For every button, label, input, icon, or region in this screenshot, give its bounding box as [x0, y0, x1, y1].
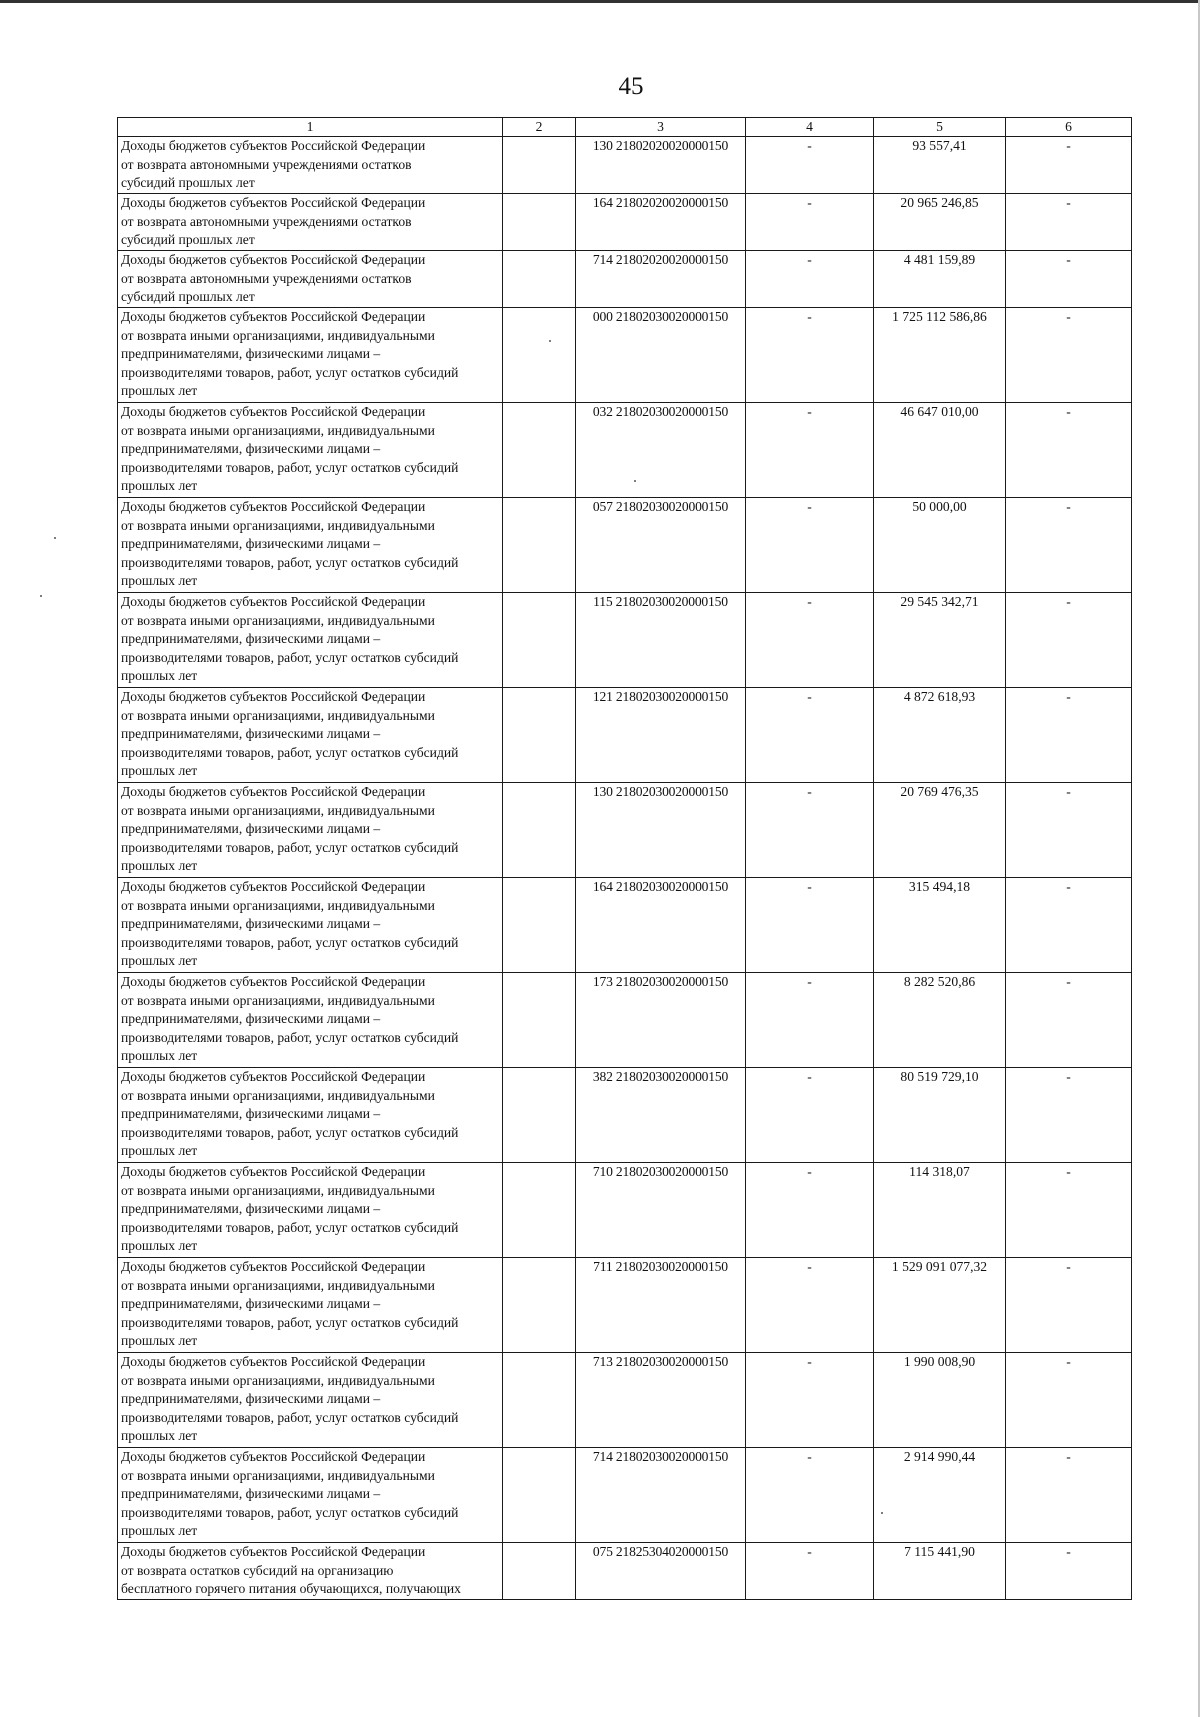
column-header-3: 3: [576, 118, 746, 137]
row-col2: [503, 194, 576, 251]
row-code: 710 21802030020000150: [576, 1163, 746, 1258]
table-row: [118, 1353, 1132, 1448]
table-row: [118, 251, 1132, 308]
row-col4: -: [746, 783, 874, 878]
row-code: 714 21802030020000150: [576, 1448, 746, 1543]
row-col2: [503, 1068, 576, 1163]
row-description: Доходы бюджетов субъектов Российской Федерации от возврата автономными учреждениями остатков субсидий прошлых лет: [118, 137, 503, 194]
table-row: [118, 593, 1132, 688]
row-col4: -: [746, 1068, 874, 1163]
revenue-table: [117, 117, 1132, 1600]
table-header-row: [118, 118, 1132, 137]
row-amount: 93 557,41: [874, 137, 1006, 194]
row-col2: [503, 251, 576, 308]
row-code: 713 21802030020000150: [576, 1353, 746, 1448]
row-amount: 20 769 476,35: [874, 783, 1006, 878]
row-col4: -: [746, 1163, 874, 1258]
row-amount: 2 914 990,44: [874, 1448, 1006, 1543]
row-col6: -: [1006, 1258, 1132, 1353]
row-amount: 1 990 008,90: [874, 1353, 1006, 1448]
row-code: 121 21802030020000150: [576, 688, 746, 783]
table-row: [118, 878, 1132, 973]
row-description: Доходы бюджетов субъектов Российской Федерации от возврата иными организациями, индивидуальными предпринимателями, физическими лицами – производителями товаров, работ, услуг остатков субсидий прошлых лет: [118, 308, 503, 403]
table-row: [118, 783, 1132, 878]
row-col2: [503, 1448, 576, 1543]
row-amount: 114 318,07: [874, 1163, 1006, 1258]
page-top-border: [0, 0, 1200, 3]
row-description: Доходы бюджетов субъектов Российской Федерации от возврата иными организациями, индивидуальными предпринимателями, физическими лицами – производителями товаров, работ, услуг остатков субсидий прошлых лет: [118, 498, 503, 593]
row-col6: -: [1006, 1543, 1132, 1600]
row-col4: -: [746, 973, 874, 1068]
row-amount: 315 494,18: [874, 878, 1006, 973]
row-col2: [503, 403, 576, 498]
row-col2: [503, 137, 576, 194]
column-header-4: 4: [746, 118, 874, 137]
row-col2: [503, 593, 576, 688]
column-header-2: 2: [503, 118, 576, 137]
row-description: Доходы бюджетов субъектов Российской Федерации от возврата иными организациями, индивидуальными предпринимателями, физическими лицами – производителями товаров, работ, услуг остатков субсидий прошлых лет: [118, 973, 503, 1068]
row-col4: -: [746, 688, 874, 783]
row-code: 075 21825304020000150: [576, 1543, 746, 1600]
row-col2: [503, 878, 576, 973]
row-code: 032 21802030020000150: [576, 403, 746, 498]
row-col6: -: [1006, 137, 1132, 194]
row-description: Доходы бюджетов субъектов Российской Федерации от возврата автономными учреждениями остатков субсидий прошлых лет: [118, 251, 503, 308]
row-col4: -: [746, 1448, 874, 1543]
row-description: Доходы бюджетов субъектов Российской Федерации от возврата иными организациями, индивидуальными предпринимателями, физическими лицами – производителями товаров, работ, услуг остатков субсидий прошлых лет: [118, 1353, 503, 1448]
scan-speck: [634, 480, 636, 482]
row-col6: -: [1006, 1353, 1132, 1448]
row-col4: -: [746, 1353, 874, 1448]
row-col4: -: [746, 194, 874, 251]
table-row: [118, 194, 1132, 251]
row-code: 000 21802030020000150: [576, 308, 746, 403]
row-code: 130 21802030020000150: [576, 783, 746, 878]
row-amount: 4 481 159,89: [874, 251, 1006, 308]
row-col6: -: [1006, 783, 1132, 878]
row-col4: -: [746, 593, 874, 688]
row-description: Доходы бюджетов субъектов Российской Федерации от возврата иными организациями, индивидуальными предпринимателями, физическими лицами – производителями товаров, работ, услуг остатков субсидий прошлых лет: [118, 593, 503, 688]
row-col6: -: [1006, 251, 1132, 308]
row-amount: 1 529 091 077,32: [874, 1258, 1006, 1353]
scan-speck: [54, 537, 56, 539]
row-col6: -: [1006, 194, 1132, 251]
row-description: Доходы бюджетов субъектов Российской Федерации от возврата автономными учреждениями остатков субсидий прошлых лет: [118, 194, 503, 251]
scan-speck: [549, 340, 551, 342]
table-row: [118, 1258, 1132, 1353]
row-amount: 50 000,00: [874, 498, 1006, 593]
row-col6: -: [1006, 1163, 1132, 1258]
row-col4: -: [746, 1543, 874, 1600]
table-body: [118, 118, 1132, 1600]
row-description: Доходы бюджетов субъектов Российской Федерации от возврата иными организациями, индивидуальными предпринимателями, физическими лицами – производителями товаров, работ, услуг остатков субсидий прошлых лет: [118, 688, 503, 783]
row-col2: [503, 1353, 576, 1448]
row-code: 057 21802030020000150: [576, 498, 746, 593]
column-header-5: 5: [874, 118, 1006, 137]
row-description: Доходы бюджетов субъектов Российской Федерации от возврата иными организациями, индивидуальными предпринимателями, физическими лицами – производителями товаров, работ, услуг остатков субсидий прошлых лет: [118, 878, 503, 973]
row-code: 714 21802020020000150: [576, 251, 746, 308]
row-col2: [503, 1543, 576, 1600]
row-col4: -: [746, 137, 874, 194]
row-col6: -: [1006, 878, 1132, 973]
row-amount: 8 282 520,86: [874, 973, 1006, 1068]
page-number: 45: [618, 73, 644, 100]
table-row: [118, 1448, 1132, 1543]
row-col2: [503, 688, 576, 783]
row-description: Доходы бюджетов субъектов Российской Федерации от возврата иными организациями, индивидуальными предпринимателями, физическими лицами – производителями товаров, работ, услуг остатков субсидий прошлых лет: [118, 783, 503, 878]
table-row: [118, 1543, 1132, 1600]
row-code: 115 21802030020000150: [576, 593, 746, 688]
row-code: 711 21802030020000150: [576, 1258, 746, 1353]
row-col2: [503, 973, 576, 1068]
table-row: [118, 688, 1132, 783]
scan-speck: [40, 595, 42, 597]
row-col6: -: [1006, 1448, 1132, 1543]
row-description: Доходы бюджетов субъектов Российской Федерации от возврата иными организациями, индивидуальными предпринимателями, физическими лицами – производителями товаров, работ, услуг остатков субсидий прошлых лет: [118, 1448, 503, 1543]
scan-speck: [881, 1512, 883, 1514]
row-col4: -: [746, 403, 874, 498]
row-amount: 1 725 112 586,86: [874, 308, 1006, 403]
row-col4: -: [746, 1258, 874, 1353]
row-description: Доходы бюджетов субъектов Российской Федерации от возврата иными организациями, индивидуальными предпринимателями, физическими лицами – производителями товаров, работ, услуг остатков субсидий прошлых лет: [118, 1258, 503, 1353]
table-row: [118, 973, 1132, 1068]
row-code: 173 21802030020000150: [576, 973, 746, 1068]
row-col4: -: [746, 308, 874, 403]
table-row: [118, 308, 1132, 403]
table-row: [118, 137, 1132, 194]
row-col2: [503, 1258, 576, 1353]
row-col2: [503, 783, 576, 878]
row-description: Доходы бюджетов субъектов Российской Федерации от возврата иными организациями, индивидуальными предпринимателями, физическими лицами – производителями товаров, работ, услуг остатков субсидий прошлых лет: [118, 1068, 503, 1163]
row-amount: 80 519 729,10: [874, 1068, 1006, 1163]
row-col6: -: [1006, 1068, 1132, 1163]
row-description: Доходы бюджетов субъектов Российской Федерации от возврата остатков субсидий на организацию бесплатного горячего питания обучающихся, получающих: [118, 1543, 503, 1600]
row-col6: -: [1006, 308, 1132, 403]
row-col6: -: [1006, 973, 1132, 1068]
row-col6: -: [1006, 498, 1132, 593]
row-col6: -: [1006, 403, 1132, 498]
row-amount: 29 545 342,71: [874, 593, 1006, 688]
row-code: 164 21802020020000150: [576, 194, 746, 251]
row-col2: [503, 1163, 576, 1258]
row-amount: 7 115 441,90: [874, 1543, 1006, 1600]
row-col6: -: [1006, 593, 1132, 688]
column-header-6: 6: [1006, 118, 1132, 137]
row-col4: -: [746, 251, 874, 308]
column-header-1: 1: [118, 118, 503, 137]
row-col4: -: [746, 498, 874, 593]
row-col2: [503, 308, 576, 403]
row-amount: 20 965 246,85: [874, 194, 1006, 251]
table-row: [118, 403, 1132, 498]
row-description: Доходы бюджетов субъектов Российской Федерации от возврата иными организациями, индивидуальными предпринимателями, физическими лицами – производителями товаров, работ, услуг остатков субсидий прошлых лет: [118, 403, 503, 498]
table-row: [118, 498, 1132, 593]
table-row: [118, 1068, 1132, 1163]
row-amount: 46 647 010,00: [874, 403, 1006, 498]
row-description: Доходы бюджетов субъектов Российской Федерации от возврата иными организациями, индивидуальными предпринимателями, физическими лицами – производителями товаров, работ, услуг остатков субсидий прошлых лет: [118, 1163, 503, 1258]
table-row: [118, 1163, 1132, 1258]
row-col2: [503, 498, 576, 593]
row-col6: -: [1006, 688, 1132, 783]
row-code: 130 21802020020000150: [576, 137, 746, 194]
row-col4: -: [746, 878, 874, 973]
row-amount: 4 872 618,93: [874, 688, 1006, 783]
row-code: 382 21802030020000150: [576, 1068, 746, 1163]
row-code: 164 21802030020000150: [576, 878, 746, 973]
